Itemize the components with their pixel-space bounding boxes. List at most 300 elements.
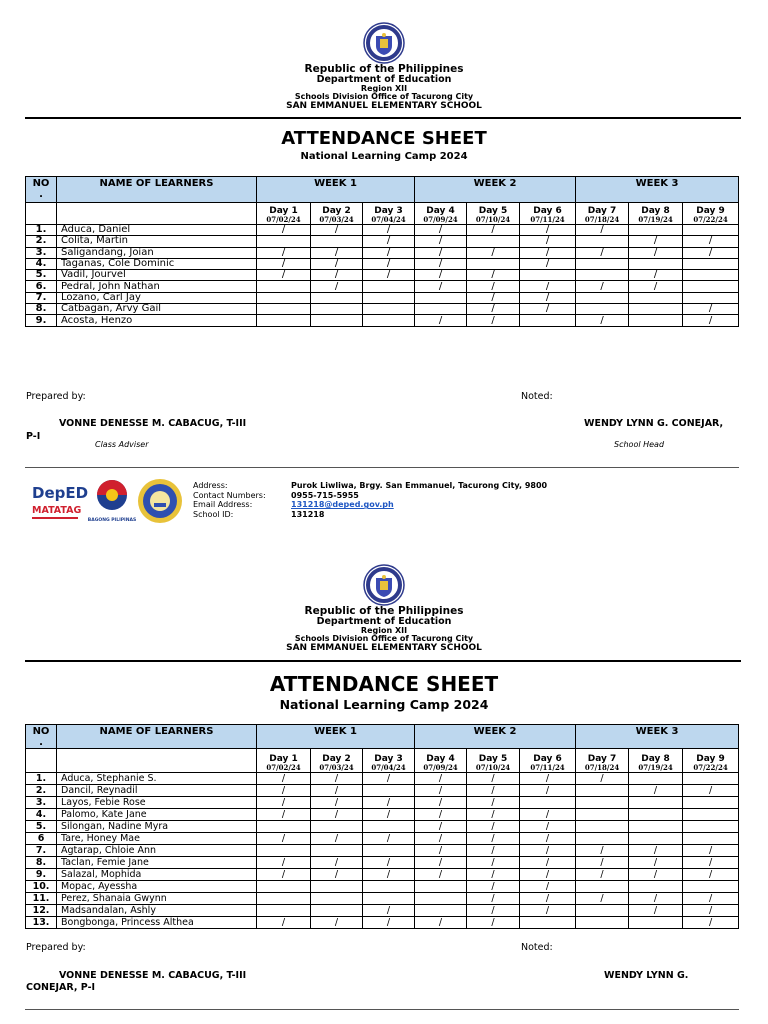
attendance-cell-day-5: / xyxy=(467,893,520,905)
attendance-cell-day-3: / xyxy=(363,236,415,247)
attendance-cell-day-6 xyxy=(520,315,576,326)
contact-values xyxy=(291,481,547,519)
attendance-cell-day-8 xyxy=(629,304,683,315)
learner-number: 8. xyxy=(26,857,57,869)
attendance-cell-day-6: / xyxy=(520,905,576,917)
attendance-cell-day-2: / xyxy=(311,247,363,258)
attendance-cell-day-1 xyxy=(257,893,311,905)
attendance-cell-day-1: / xyxy=(257,917,311,929)
attendance-cell-day-3 xyxy=(363,845,415,857)
learner-number: 3. xyxy=(26,247,57,258)
learner-name: Mopac, Ayessha xyxy=(57,881,257,893)
school-logo-icon xyxy=(137,478,183,524)
footer-divider xyxy=(25,467,739,468)
table-row xyxy=(26,797,739,809)
attendance-cell-day-8: / xyxy=(629,236,683,247)
attendance-cell-day-8 xyxy=(629,833,683,845)
attendance-cell-day-4: / xyxy=(415,917,467,929)
learner-name: Aduca, Daniel xyxy=(57,225,257,236)
attendance-cell-day-6 xyxy=(520,917,576,929)
attendance-cell-day-6 xyxy=(520,797,576,809)
attendance-cell-day-5 xyxy=(467,236,520,247)
learner-number: 1. xyxy=(26,773,57,785)
learner-number: 8. xyxy=(26,304,57,315)
attendance-cell-day-6: / xyxy=(520,281,576,292)
attendance-cell-day-7 xyxy=(576,292,629,303)
col-header-name: NAME OF LEARNERS xyxy=(57,177,257,203)
day-header: Day 3 07/04/24 xyxy=(363,749,415,773)
day-header: Day 5 07/10/24 xyxy=(467,749,520,773)
attendance-cell-day-3 xyxy=(363,304,415,315)
learner-name: Catbagan, Arvy Gail xyxy=(57,304,257,315)
attendance-cell-day-4: / xyxy=(415,315,467,326)
attendance-cell-day-6: / xyxy=(520,304,576,315)
address-label: Address: xyxy=(193,481,228,490)
attendance-cell-day-4: / xyxy=(415,785,467,797)
attendance-cell-day-5: / xyxy=(467,270,520,281)
learner-name: Perez, Shanaia Gwynn xyxy=(57,893,257,905)
deped-matatag-logo-icon xyxy=(30,478,89,524)
attendance-cell-day-2 xyxy=(311,881,363,893)
sheet-title: ATTENDANCE SHEET xyxy=(269,672,499,696)
attendance-cell-day-3: / xyxy=(363,270,415,281)
attendance-cell-day-4: / xyxy=(415,281,467,292)
attendance-cell-day-1: / xyxy=(257,773,311,785)
attendance-cell-day-7 xyxy=(576,236,629,247)
day-header: Day 6 07/11/24 xyxy=(520,749,576,773)
attendance-cell-day-8 xyxy=(629,315,683,326)
attendance-cell-day-8 xyxy=(629,773,683,785)
attendance-cell-day-7 xyxy=(576,809,629,821)
learner-number: 4. xyxy=(26,258,57,269)
attendance-cell-day-7 xyxy=(576,258,629,269)
attendance-cell-day-4: / xyxy=(415,869,467,881)
attendance-cell-day-4: / xyxy=(415,258,467,269)
adviser-role: Class Adviser xyxy=(95,440,149,449)
attendance-cell-day-9 xyxy=(683,281,739,292)
header-school: SAN EMMANUEL ELEMENTARY SCHOOL xyxy=(286,100,482,111)
attendance-cell-day-3 xyxy=(363,893,415,905)
attendance-cell-day-3 xyxy=(363,821,415,833)
school-head-name-continued: CONEJAR, P-I xyxy=(26,982,96,993)
attendance-cell-day-1: / xyxy=(257,785,311,797)
learner-number: 7. xyxy=(26,845,57,857)
col-header-week-2: WEEK 2 xyxy=(415,177,576,203)
attendance-cell-day-3: / xyxy=(363,809,415,821)
col-header-week-1: WEEK 1 xyxy=(257,177,415,203)
learner-name: Pedral, John Nathan xyxy=(57,281,257,292)
day-header: Day 7 07/18/24 xyxy=(576,203,629,225)
attendance-cell-day-8 xyxy=(629,809,683,821)
attendance-cell-day-1 xyxy=(257,845,311,857)
table-row xyxy=(26,821,739,833)
learner-name: Layos, Febie Rose xyxy=(57,797,257,809)
attendance-cell-day-3: / xyxy=(363,917,415,929)
attendance-cell-day-2 xyxy=(311,893,363,905)
learner-name: Acosta, Henzo xyxy=(57,315,257,326)
header-republic: Republic of the Philippines xyxy=(304,63,464,75)
learner-name: Aduca, Stephanie S. xyxy=(57,773,257,785)
table-row xyxy=(26,893,739,905)
learner-number: 13. xyxy=(26,917,57,929)
attendance-cell-day-9 xyxy=(683,292,739,303)
attendance-cell-day-2: / xyxy=(311,917,363,929)
attendance-cell-day-6: / xyxy=(520,785,576,797)
attendance-cell-day-6: / xyxy=(520,292,576,303)
contact-labels xyxy=(193,481,266,519)
attendance-cell-day-6: / xyxy=(520,833,576,845)
learner-number: 4. xyxy=(26,809,57,821)
learner-number: 12. xyxy=(26,905,57,917)
learner-number: 1. xyxy=(26,225,57,236)
attendance-cell-day-1 xyxy=(257,905,311,917)
attendance-cell-day-8 xyxy=(629,225,683,236)
day-header: Day 1 07/02/24 xyxy=(257,203,311,225)
table-row xyxy=(26,247,739,258)
attendance-cell-day-6: / xyxy=(520,869,576,881)
attendance-cell-day-5: / xyxy=(467,869,520,881)
table-row xyxy=(26,225,739,236)
attendance-cell-day-1 xyxy=(257,881,311,893)
table-row xyxy=(26,881,739,893)
attendance-cell-day-7 xyxy=(576,917,629,929)
school-head-name: WENDY LYNN G. CONEJAR, xyxy=(584,418,724,429)
attendance-cell-day-6: / xyxy=(520,821,576,833)
attendance-cell-day-9: / xyxy=(683,236,739,247)
attendance-cell-day-6: / xyxy=(520,247,576,258)
attendance-cell-day-1: / xyxy=(257,833,311,845)
attendance-cell-day-7: / xyxy=(576,893,629,905)
attendance-cell-day-4: / xyxy=(415,773,467,785)
table-row xyxy=(26,845,739,857)
attendance-cell-day-6: / xyxy=(520,773,576,785)
learner-number: 7. xyxy=(26,292,57,303)
attendance-cell-day-3 xyxy=(363,881,415,893)
attendance-cell-day-5: / xyxy=(467,292,520,303)
attendance-cell-day-3: / xyxy=(363,247,415,258)
attendance-cell-day-5: / xyxy=(467,785,520,797)
attendance-cell-day-3: / xyxy=(363,833,415,845)
header-division: Schools Division Office of Tacurong City xyxy=(294,634,474,644)
attendance-cell-day-2: / xyxy=(311,869,363,881)
attendance-cell-day-9 xyxy=(683,270,739,281)
noted-label: Noted: xyxy=(521,942,553,953)
attendance-cell-day-5: / xyxy=(467,917,520,929)
deped-seal-icon xyxy=(363,564,405,606)
attendance-cell-day-2 xyxy=(311,236,363,247)
attendance-cell-day-5: / xyxy=(467,773,520,785)
attendance-cell-day-7 xyxy=(576,270,629,281)
learner-name: Salazal, Mophida xyxy=(57,869,257,881)
attendance-cell-day-5: / xyxy=(467,833,520,845)
header-school: SAN EMMANUEL ELEMENTARY SCHOOL xyxy=(286,642,482,653)
table-row xyxy=(26,905,739,917)
attendance-cell-day-3: / xyxy=(363,869,415,881)
attendance-cell-day-4: / xyxy=(415,809,467,821)
attendance-cell-day-9 xyxy=(683,881,739,893)
learner-number: 9. xyxy=(26,315,57,326)
attendance-cell-day-1 xyxy=(257,821,311,833)
attendance-cell-day-9: / xyxy=(683,247,739,258)
attendance-cell-day-8: / xyxy=(629,270,683,281)
attendance-cell-day-7: / xyxy=(576,857,629,869)
attendance-cell-day-8: / xyxy=(629,785,683,797)
learner-number: 2. xyxy=(26,236,57,247)
day-header: Day 4 07/09/24 xyxy=(415,749,467,773)
attendance-cell-day-9: / xyxy=(683,304,739,315)
attendance-cell-day-5: / xyxy=(467,281,520,292)
attendance-cell-day-1: / xyxy=(257,869,311,881)
attendance-cell-day-3 xyxy=(363,785,415,797)
header-division: Schools Division Office of Tacurong City xyxy=(294,92,474,102)
school-header xyxy=(0,64,768,111)
attendance-cell-day-5: / xyxy=(467,905,520,917)
col-header-no: NO . xyxy=(26,725,57,749)
attendance-cell-day-4 xyxy=(415,905,467,917)
attendance-cell-day-8 xyxy=(629,821,683,833)
attendance-cell-day-5: / xyxy=(467,304,520,315)
attendance-cell-day-7 xyxy=(576,821,629,833)
table-row xyxy=(26,281,739,292)
learner-name: Dancil, Reynadil xyxy=(57,785,257,797)
attendance-cell-day-7 xyxy=(576,833,629,845)
attendance-cell-day-7: / xyxy=(576,247,629,258)
attendance-cell-day-9: / xyxy=(683,845,739,857)
attendance-cell-day-8: / xyxy=(629,845,683,857)
learner-name: Agtarap, Chloie Ann xyxy=(57,845,257,857)
attendance-cell-day-8 xyxy=(629,292,683,303)
attendance-cell-day-8 xyxy=(629,258,683,269)
day-header: Day 2 07/03/24 xyxy=(311,203,363,225)
attendance-cell-day-8: / xyxy=(629,247,683,258)
table-row xyxy=(26,292,739,303)
header-divider xyxy=(25,117,741,119)
attendance-cell-day-6: / xyxy=(520,857,576,869)
learner-number: 11. xyxy=(26,893,57,905)
attendance-cell-day-7: / xyxy=(576,225,629,236)
attendance-cell-day-3 xyxy=(363,281,415,292)
attendance-cell-day-2 xyxy=(311,821,363,833)
attendance-cell-day-5: / xyxy=(467,809,520,821)
prepared-by-label: Prepared by: xyxy=(26,391,86,402)
attendance-cell-day-7 xyxy=(576,905,629,917)
attendance-cell-day-7 xyxy=(576,881,629,893)
table-row xyxy=(26,785,739,797)
attendance-cell-day-4 xyxy=(415,292,467,303)
attendance-table xyxy=(25,176,739,327)
attendance-cell-day-3: / xyxy=(363,857,415,869)
attendance-cell-day-1 xyxy=(257,236,311,247)
learner-number: 9. xyxy=(26,869,57,881)
attendance-cell-day-8: / xyxy=(629,857,683,869)
attendance-cell-day-2 xyxy=(311,845,363,857)
attendance-cell-day-8 xyxy=(629,881,683,893)
header-republic: Republic of the Philippines xyxy=(304,605,464,617)
attendance-cell-day-6: / xyxy=(520,809,576,821)
attendance-cell-day-9: / xyxy=(683,905,739,917)
attendance-cell-day-8: / xyxy=(629,869,683,881)
attendance-cell-day-4: / xyxy=(415,797,467,809)
adviser-name: VONNE DENESSE M. CABACUG, T-III xyxy=(59,970,247,981)
attendance-cell-day-6: / xyxy=(520,881,576,893)
learner-name: Colita, Martin xyxy=(57,236,257,247)
email-link[interactable]: 131218@deped.gov.ph xyxy=(291,500,394,510)
attendance-cell-day-1 xyxy=(257,315,311,326)
sheet-subtitle: National Learning Camp 2024 xyxy=(279,697,489,712)
deped-seal-icon xyxy=(363,22,405,64)
learner-number: 3. xyxy=(26,797,57,809)
attendance-cell-day-7 xyxy=(576,304,629,315)
attendance-cell-day-3: / xyxy=(363,797,415,809)
attendance-cell-day-9 xyxy=(683,773,739,785)
attendance-cell-day-4 xyxy=(415,304,467,315)
col-header-week-2: WEEK 2 xyxy=(415,725,576,749)
col-header-week-1: WEEK 1 xyxy=(257,725,415,749)
table-row xyxy=(26,833,739,845)
attendance-cell-day-2: / xyxy=(311,785,363,797)
learner-number: 2. xyxy=(26,785,57,797)
col-header-week-3: WEEK 3 xyxy=(576,725,739,749)
attendance-cell-day-6: / xyxy=(520,893,576,905)
attendance-cell-day-2: / xyxy=(311,270,363,281)
day-header: Day 5 07/10/24 xyxy=(467,203,520,225)
attendance-cell-day-2 xyxy=(311,315,363,326)
attendance-cell-day-1: / xyxy=(257,270,311,281)
attendance-cell-day-5: / xyxy=(467,797,520,809)
attendance-cell-day-1: / xyxy=(257,797,311,809)
col-header-week-3: WEEK 3 xyxy=(576,177,739,203)
email-label: Email Address: xyxy=(193,500,253,510)
attendance-cell-day-8: / xyxy=(629,905,683,917)
bagong-pilipinas-logo-icon xyxy=(87,478,137,524)
address-value: Purok Liwliwa, Brgy. San Emmanuel, Tacurong City, 9800 xyxy=(291,481,548,490)
day-header: Day 9 07/22/24 xyxy=(683,203,739,225)
header-region: Region XII xyxy=(360,83,408,93)
attendance-cell-day-4: / xyxy=(415,236,467,247)
attendance-cell-day-2: / xyxy=(311,258,363,269)
logo-matatag-text: MATATAG xyxy=(32,505,82,516)
school-header xyxy=(0,606,768,653)
attendance-cell-day-1 xyxy=(257,304,311,315)
attendance-cell-day-8: / xyxy=(629,281,683,292)
attendance-cell-day-5: / xyxy=(467,857,520,869)
noted-label: Noted: xyxy=(521,391,553,402)
attendance-cell-day-9 xyxy=(683,225,739,236)
attendance-cell-day-4: / xyxy=(415,247,467,258)
learner-name: Taclan, Femie Jane xyxy=(57,857,257,869)
attendance-cell-day-7 xyxy=(576,785,629,797)
sheet-subtitle: National Learning Camp 2024 xyxy=(300,151,468,162)
learner-name: Vadil, Jourvel xyxy=(57,270,257,281)
header-department: Department of Education xyxy=(316,74,452,86)
attendance-cell-day-6: / xyxy=(520,258,576,269)
school-id-value: 131218 xyxy=(291,509,325,519)
learner-name: Palomo, Kate Jane xyxy=(57,809,257,821)
table-row xyxy=(26,773,739,785)
day-header: Day 8 07/19/24 xyxy=(629,203,683,225)
attendance-cell-day-1 xyxy=(257,292,311,303)
attendance-cell-day-4 xyxy=(415,893,467,905)
attendance-cell-day-3: / xyxy=(363,225,415,236)
attendance-cell-day-6: / xyxy=(520,225,576,236)
attendance-cell-day-6: / xyxy=(520,845,576,857)
attendance-cell-day-9 xyxy=(683,809,739,821)
attendance-cell-day-2: / xyxy=(311,225,363,236)
table-row xyxy=(26,270,739,281)
attendance-cell-day-4: / xyxy=(415,845,467,857)
day-header: Day 4 07/09/24 xyxy=(415,203,467,225)
learner-number: 6. xyxy=(26,281,57,292)
attendance-cell-day-1 xyxy=(257,281,311,292)
attendance-cell-day-7: / xyxy=(576,845,629,857)
attendance-cell-day-3 xyxy=(363,315,415,326)
attendance-cell-day-7: / xyxy=(576,281,629,292)
attendance-cell-day-6 xyxy=(520,270,576,281)
table-row xyxy=(26,236,739,247)
col-header-no: NO . xyxy=(26,177,57,203)
attendance-cell-day-2 xyxy=(311,304,363,315)
day-header: Day 9 07/22/24 xyxy=(683,749,739,773)
learner-number: 5. xyxy=(26,821,57,833)
attendance-cell-day-9 xyxy=(683,833,739,845)
attendance-cell-day-4: / xyxy=(415,821,467,833)
attendance-cell-day-1: / xyxy=(257,247,311,258)
attendance-cell-day-6: / xyxy=(520,236,576,247)
attendance-cell-day-8: / xyxy=(629,893,683,905)
day-header: Day 8 07/19/24 xyxy=(629,749,683,773)
learner-name: Tare, Honey Mae xyxy=(57,833,257,845)
header-region: Region XII xyxy=(360,625,408,635)
attendance-cell-day-5: / xyxy=(467,225,520,236)
attendance-cell-day-4: / xyxy=(415,225,467,236)
attendance-cell-day-2: / xyxy=(311,833,363,845)
attendance-cell-day-7: / xyxy=(576,869,629,881)
day-header: Day 6 07/11/24 xyxy=(520,203,576,225)
table-row xyxy=(26,917,739,929)
attendance-cell-day-9: / xyxy=(683,785,739,797)
attendance-cell-day-3 xyxy=(363,292,415,303)
learner-number: 10. xyxy=(26,881,57,893)
day-header: Day 2 07/03/24 xyxy=(311,749,363,773)
attendance-cell-day-2: / xyxy=(311,809,363,821)
attendance-cell-day-1: / xyxy=(257,809,311,821)
attendance-cell-day-2: / xyxy=(311,281,363,292)
attendance-cell-day-4: / xyxy=(415,270,467,281)
attendance-cell-day-2 xyxy=(311,292,363,303)
attendance-cell-day-9 xyxy=(683,821,739,833)
attendance-cell-day-1: / xyxy=(257,258,311,269)
attendance-cell-day-5: / xyxy=(467,315,520,326)
attendance-cell-day-9: / xyxy=(683,917,739,929)
learner-name: Silongan, Nadine Myra xyxy=(57,821,257,833)
attendance-cell-day-3: / xyxy=(363,905,415,917)
school-head-role: School Head xyxy=(614,440,665,449)
attendance-cell-day-9 xyxy=(683,797,739,809)
attendance-cell-day-4: / xyxy=(415,833,467,845)
footer-divider xyxy=(25,1009,739,1010)
adviser-suffix: P-I xyxy=(26,431,41,442)
attendance-cell-day-8 xyxy=(629,917,683,929)
school-id-label: School ID: xyxy=(193,509,234,519)
day-header: Day 1 07/02/24 xyxy=(257,749,311,773)
attendance-cell-day-5: / xyxy=(467,821,520,833)
contact-numbers-label: Contact Numbers: xyxy=(193,490,266,500)
attendance-cell-day-3: / xyxy=(363,258,415,269)
table-row xyxy=(26,315,739,326)
attendance-cell-day-1: / xyxy=(257,857,311,869)
learner-name: Lozano, Carl Jay xyxy=(57,292,257,303)
attendance-cell-day-5 xyxy=(467,258,520,269)
